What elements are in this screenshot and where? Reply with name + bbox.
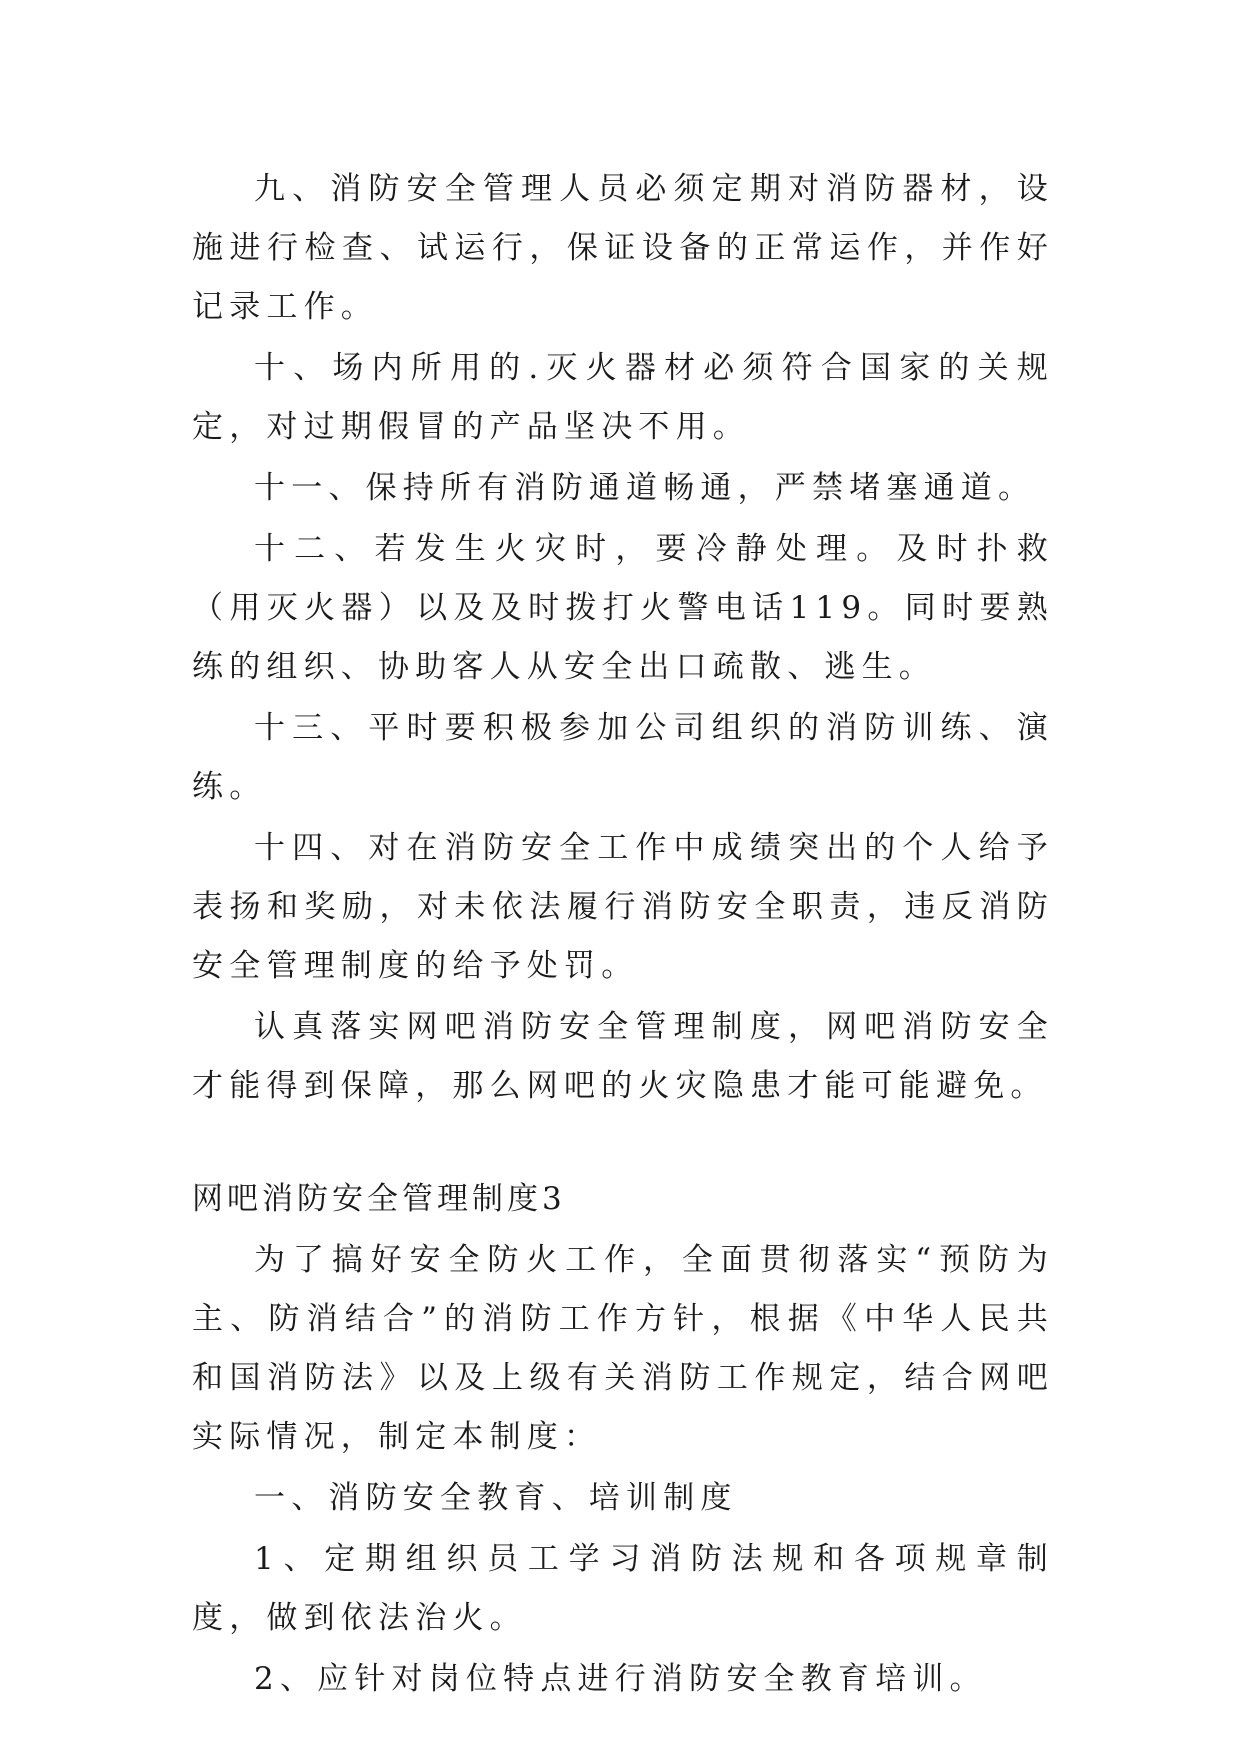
paragraph-intro: 为了搞好安全防火工作，全面贯彻落实“预防为主、防消结合”的消防工作方针，根据《中华人民共和国消防法》以及上级有关消防工作规定，结合网吧实际情况，制定本制度：: [192, 1242, 1054, 1455]
document-body: [192, 160, 1054, 1711]
paragraph-item-14: 十四、对在消防安全工作中成绩突出的个人给予表扬和奖励，对未依法履行消防安全职责，违反消防安全管理制度的给予处罚。: [192, 830, 1054, 984]
paragraph-item-9: 九、消防安全管理人员必须定期对消防器材，设施进行检查、试运行，保证设备的正常运作，并作好记录工作。: [192, 171, 1054, 325]
paragraph-item-12: 十二、若发生火灾时，要冷静处理。及时扑救（用灭火器）以及及时拨打火警电话119。同时要熟练的组织、协助客人从安全出口疏散、逃生。: [192, 531, 1054, 685]
paragraph-rule-2: 2、应针对岗位特点进行消防安全教育培训。: [254, 1661, 987, 1697]
section-heading: 网吧消防安全管理制度3: [192, 1181, 566, 1217]
paragraph-subheading-1: 一、消防安全教育、培训制度: [254, 1480, 738, 1516]
paragraph-item-10: 十、场内所用的.灭火器材必须符合国家的关规定，对过期假冒的产品坚决不用。: [192, 350, 1054, 445]
paragraph-item-11: 十一、保持所有消防通道畅通，严禁堵塞通道。: [254, 470, 1036, 506]
paragraph-item-13: 十三、平时要积极参加公司组织的消防训练、演练。: [192, 710, 1054, 805]
paragraph-rule-1: 1、定期组织员工学习消防法规和各项规章制度，做到依法治火。: [192, 1541, 1054, 1636]
paragraph-conclusion: 认真落实网吧消防安全管理制度，网吧消防安全才能得到保障，那么网吧的火灾隐患才能可能避免。: [192, 1009, 1054, 1104]
